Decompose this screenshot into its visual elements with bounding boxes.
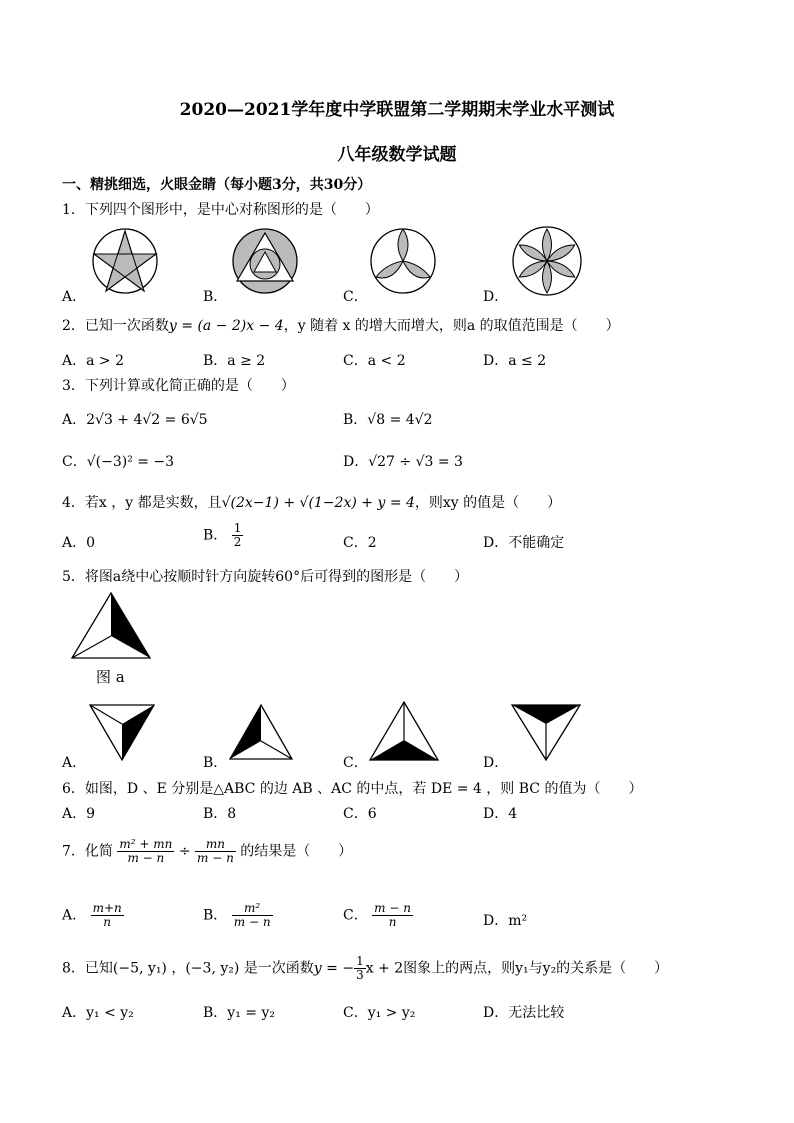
q4-formula: √(2x−1) + √(1−2x) + y = 4: [221, 495, 415, 511]
q6-option-b[interactable]: B．8: [203, 806, 237, 822]
q2-option-d[interactable]: D．a ≤ 2: [483, 353, 547, 369]
q8-stem-pre: 8．已知(−5, y₁) ，(−3, y₂) 是一次函数: [62, 960, 314, 977]
page-title: 2020—2021学年度中学联盟第二学期期末学业水平测试: [179, 100, 615, 120]
q5-option-d[interactable]: D．: [483, 755, 509, 771]
q8-option-c[interactable]: C．y₁ > y₂: [343, 1005, 416, 1021]
q2-stem-pre: 2．已知一次函数: [62, 318, 169, 334]
q5-option-c[interactable]: C．: [343, 755, 368, 771]
q2-formula: y = (a − 2)x − 4: [168, 318, 284, 334]
q7-option-a[interactable]: A． $\frac{m+n}{n}$: [62, 901, 122, 930]
page-subtitle: 八年级数学试题: [337, 145, 457, 165]
q7-option-b[interactable]: B． $\frac{\text{m²}}{m - n}$: [203, 901, 271, 930]
q5-option-b-figure: [228, 703, 294, 761]
q8-option-b[interactable]: B．y₁ = y₂: [203, 1005, 275, 1021]
q8-fraction: $\frac{1}{3}$: [356, 954, 364, 983]
question-8-stem: [62, 955, 668, 982]
q8-formula: y = −: [313, 960, 355, 977]
question-2-stem: [62, 315, 620, 335]
question-7-stem: [62, 838, 352, 865]
q1-option-a[interactable]: A．: [62, 289, 87, 305]
q2-option-b[interactable]: B．a ≥ 2: [203, 353, 266, 369]
q8-option-d[interactable]: D．无法比较: [483, 1005, 565, 1021]
q5-option-d-figure: [510, 702, 582, 762]
question-1-stem: 1．下列四个图形中，是中心对称图形的是（ ）: [62, 202, 379, 218]
q7-fraction-2: $\frac{mn}{m - n}$: [197, 837, 234, 866]
q1-option-d[interactable]: D．: [483, 289, 509, 305]
question-6-stem: 6．如图，D 、E 分别是△ABC 的边 AB 、AC 的中点，若 DE = 4 ，则 BC 的值为（ ）: [62, 781, 643, 797]
q1-option-b[interactable]: B．: [203, 289, 228, 305]
q6-option-c[interactable]: C．6: [343, 806, 377, 822]
q7-stem-post: 的结果是（ ）: [240, 843, 353, 860]
q3-option-c[interactable]: C．√(−3)² = −3: [62, 454, 175, 470]
q4-option-b[interactable]: [203, 522, 243, 549]
q4-stem-post: ，则xy 的值是（ ）: [414, 495, 562, 511]
q7-option-c-fraction: $\frac{m - n}{n}$: [374, 901, 411, 930]
q8-option-a[interactable]: A．y₁ < y₂: [62, 1005, 134, 1021]
q4-option-d[interactable]: D．不能确定: [483, 535, 565, 551]
q4-option-c[interactable]: C．2: [343, 535, 377, 551]
question-3-stem: 3．下列计算或化简正确的是（ ）: [62, 378, 295, 394]
section-heading: 一、精挑细选，火眼金睛（每小题3分，共30分）: [62, 177, 372, 193]
q7-fraction-1: $\frac{\text{m² + mn}}{m - n}$: [119, 837, 173, 866]
q4-option-a[interactable]: A．0: [62, 535, 96, 551]
q5-option-c-figure: [368, 700, 440, 762]
q4-stem-pre: 4．若x ，y 都是实数，且: [62, 495, 222, 511]
q3-option-a[interactable]: A．2√3 + 4√2 = 6√5: [62, 412, 208, 428]
q7-option-b-fraction: $\frac{\text{m²}}{m - n}$: [233, 901, 271, 930]
q5-option-a-figure: [88, 702, 156, 762]
q7-option-d[interactable]: D．m²: [483, 913, 528, 929]
question-5-stem: 5．将图a绕中心按顺时针方向旋转60°后可得到的图形是（ ）: [62, 569, 469, 585]
q5-figure-a: [70, 590, 152, 662]
q2-stem-post: ，y 随着 x 的增大而增大，则a 的取值范围是（ ）: [283, 318, 620, 334]
q6-option-d[interactable]: D．4: [483, 806, 518, 822]
q1-figure-b: [230, 226, 300, 296]
q3-option-d[interactable]: D．√27 ÷ √3 = 3: [343, 454, 463, 470]
q1-figure-a: [90, 226, 160, 296]
q7-option-c[interactable]: C． $\frac{m - n}{n}$: [343, 901, 411, 930]
q5-option-a[interactable]: A．: [62, 755, 87, 771]
q7-stem-pre: 7．化简: [62, 843, 113, 860]
q5-figure-a-label: 图 a: [96, 668, 125, 686]
q4-option-b-fraction: $\frac{1}{2}$: [233, 521, 242, 550]
q4-option-b-label: B．: [203, 527, 228, 544]
q1-figure-c: [368, 226, 438, 296]
q8-stem-post: x + 2图象上的两点，则y₁与y₂的关系是（ ）: [365, 960, 669, 977]
q2-option-c[interactable]: C．a < 2: [343, 353, 406, 369]
q7-divide: ÷: [178, 843, 191, 860]
q7-option-a-fraction: $\frac{m+n}{n}$: [92, 901, 122, 930]
q6-option-a[interactable]: A．9: [62, 806, 96, 822]
q2-option-a[interactable]: A．a > 2: [62, 353, 124, 369]
question-4-stem: [62, 492, 561, 512]
q1-option-c[interactable]: C．: [343, 289, 368, 305]
q3-option-b[interactable]: B．√8 = 4√2: [343, 412, 433, 428]
q1-figure-d: [510, 224, 584, 298]
q5-option-b[interactable]: B．: [203, 755, 228, 771]
